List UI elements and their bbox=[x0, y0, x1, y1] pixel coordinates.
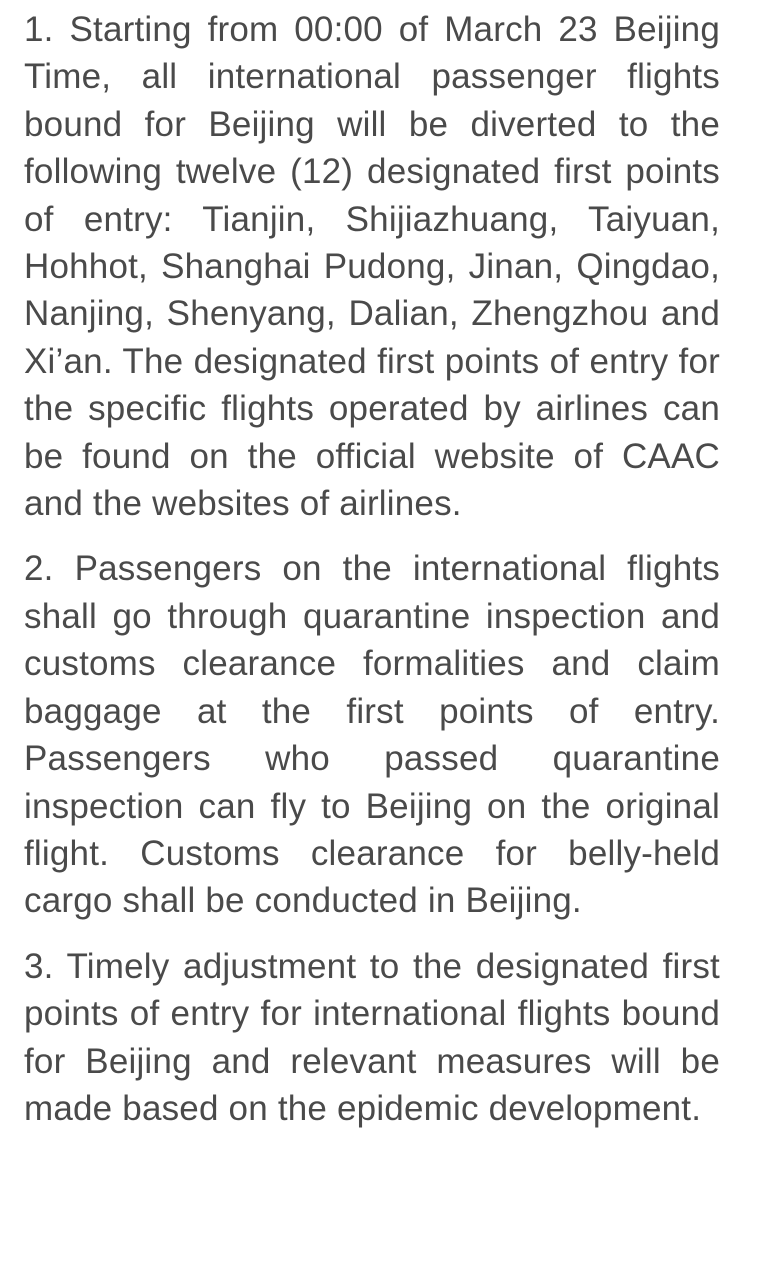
paragraph-2: 2. Passengers on the international flights shall go through quarantine inspection and customs clearance formalities and claim baggage at the first points of entry. Passengers who passed quarantine inspection can fly to Beijing on the original flight. Customs clearance for belly-held cargo shall be conducted in Beijing. bbox=[24, 549, 720, 921]
paragraph-1: 1. Starting from 00:00 of March 23 Beijing Time, all international passenger flights bound for Beijing will be diverted to the following twelve (12) designated first points of entry: Tianjin, Shijiazhuang, Taiyuan, Hohhot, Shanghai Pudong, Jinan, Qingdao, Nanjing, Shenyang, Dalian, Zhengzhou and Xi’an. The designated first points of entry for the specific flights operated by airlines can be found on the official website of CAAC and the websites of airlines. bbox=[24, 10, 720, 524]
notice-document bbox=[24, 6, 720, 1132]
paragraph-3: 3. Timely adjustment to the designated first points of entry for international flights bound for Beijing and relevant measures will be made based on the epidemic development. bbox=[24, 946, 720, 1128]
